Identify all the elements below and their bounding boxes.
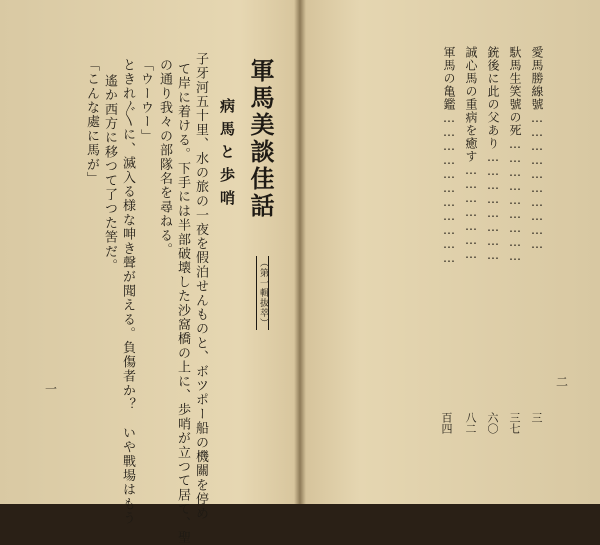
toc-page-number: 六〇: [486, 412, 499, 434]
body-line: 「こんな處に馬が」: [84, 58, 99, 186]
toc-entry: [509, 46, 521, 263]
toc-page-number: 三七: [508, 412, 521, 434]
toc-entry: [531, 46, 543, 251]
body-line: の通り我々の部隊名を尋ねる。: [157, 58, 172, 257]
book-title: 軍馬美談佳話: [246, 58, 275, 220]
toc-entry: [443, 46, 455, 265]
toc-page-number: 八二: [464, 412, 477, 434]
toc-entry-title: 誠心馬の重病を癒す: [464, 46, 478, 163]
book-subtitle: （第一輯抜萃）: [258, 258, 268, 328]
toc-page-number: 三: [530, 412, 543, 423]
section-title: 病馬と歩哨: [218, 98, 236, 213]
toc-entry-title: 軍馬の亀鑑: [442, 46, 456, 111]
toc-entry-title: 銃後に此の父あり: [486, 46, 500, 150]
body-line: 子牙河五十里、水の旅の一夜を假泊せんものと、ボツポー船の機關を停め: [193, 52, 208, 521]
toc-leader-dots: …………………: [464, 163, 478, 261]
toc-leader-dots: ……………………: [486, 150, 500, 262]
toc-entry-title: 愛馬勝線號: [530, 46, 544, 111]
toc-entry: [465, 46, 477, 261]
toc-leader-dots: ……………………………: [442, 111, 456, 265]
body-line: て岸に着ける。下手には半部破壊した沙窩橋の上に、歩哨が立つて居て、聖: [175, 62, 190, 545]
body-line: 遙か西方に移つて了つた筈だ。: [102, 74, 117, 273]
body-line: 「ウーウー」: [138, 58, 153, 144]
toc-leader-dots: ………………………: [508, 137, 522, 263]
page-number-left: 一: [45, 382, 58, 396]
page-number-right: 二: [556, 375, 569, 389]
toc-entry: [487, 46, 499, 262]
toc-page-number: 百四: [440, 412, 453, 434]
body-line: ときれ〴〵に、滅入る様な呻き聲が聞える。負傷者か？ いや戰場はもう: [120, 58, 135, 526]
toc-leader-dots: …………………………: [530, 111, 544, 251]
toc-entry-title: 馱馬生笑號の死: [508, 46, 522, 137]
